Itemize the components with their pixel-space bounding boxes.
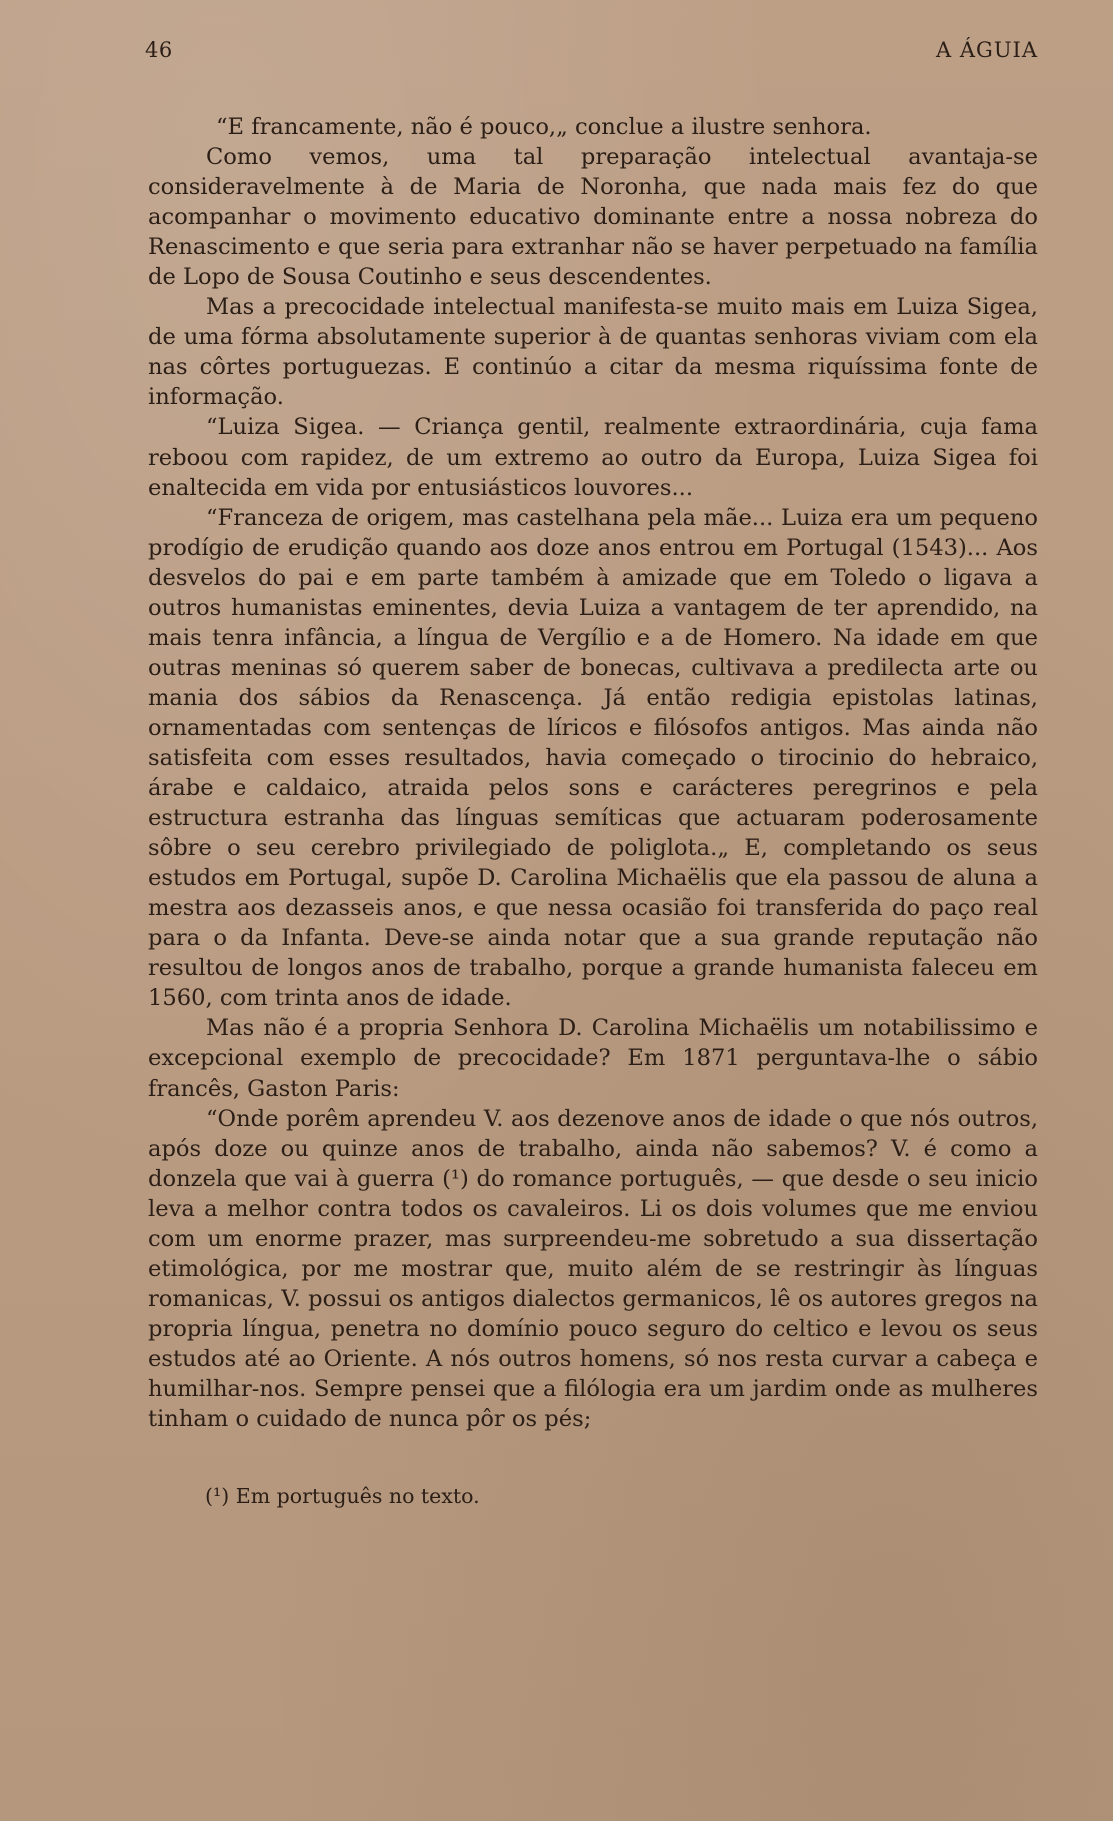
footnote-text: Em português no texto. — [235, 1484, 480, 1508]
footnote-marker: (¹) — [205, 1484, 230, 1508]
running-title: A ÁGUIA — [936, 38, 1038, 62]
paragraph: “Franceza de origem, mas castelhana pela mãe... Luiza era um pequeno prodígio de erudição quando aos doze anos entrou em Portugal (1543)... Aos desvelos do pai e em parte também à amizade que em Toledo o ligava a outros humanistas eminentes, devia Luiza a vantagem de ter aprendido, na mais tenra infância, a língua de Vergílio e a de Homero. Na idade em que outras meninas só querem saber de bonecas, cultivava a predilecta arte ou mania dos sábios da Renascença. Já então redigia epistolas latinas, ornamentadas com sentenças de líricos e filósofos antigos. Mas ainda não satisfeita com esses resultados, havia começado o tirocinio do hebraico, árabe e caldaico, atraida pelos sons e carácteres peregrinos e pela estructura estranha das línguas semíticas que actuaram poderosamente sôbre o seu cerebro privilegiado de poliglota.„ E, completando os seus estudos em Portugal, supõe D. Carolina Michaëlis que ela passou de aluna a mestra aos dezasseis anos, e que nessa ocasião foi transferida do paço real para o da Infanta. Deve-se ainda notar que a sua grande reputação não resultou de longos anos de trabalho, porque a grande humanista faleceu em 1560, com trinta anos de idade. — [148, 504, 1038, 1012]
paragraph: Mas não é a propria Senhora D. Carolina Michaëlis um notabilissimo e excepcional exemplo de precocidade? Em 1871 perguntava-lhe o sábio francês, Gaston Paris: — [148, 1015, 1038, 1102]
footnote — [205, 1482, 905, 1510]
paragraph: Como vemos, uma tal preparação intelectual avantaja-se consideravelmente à de Maria de Noronha, que nada mais fez do que acompanhar o movimento educativo dominante entre a nossa nobreza do Renascimento e que seria para extranhar não se haver perpetuado na família de Lopo de Sousa Coutinho e seus descendentes. — [148, 144, 1038, 291]
paragraph: “Luiza Sigea. — Criança gentil, realmente extraordinária, cuja fama reboou com rapidez, de um extremo ao outro da Europa, Luiza Sigea foi enaltecida em vida por entusiásticos louvores... — [148, 414, 1038, 501]
paragraph: “E francamente, não é pouco,„ conclue a ilustre senhora. — [216, 114, 872, 140]
paragraph: Mas a precocidade intelectual manifesta-se muito mais em Luiza Sigea, de uma fórma absolutamente superior à de quantas senhoras viviam com ela nas côrtes portuguezas. E continúo a citar da mesma riquíssima fonte de informação. — [148, 294, 1038, 411]
paragraph: “Onde porêm aprendeu V. aos dezenove anos de idade o que nós outros, após doze ou quinze anos de trabalho, ainda não sabemos? V. é como a donzela que vai à guerra (¹) do romance português, — que desde o seu inicio leva a melhor contra todos os cavaleiros. Li os dois volumes que me enviou com um enorme prazer, mas surpreendeu-me sobretudo a sua dissertação etimológica, por me mostrar que, muito além de se restringir às línguas romanicas, V. possui os antigos dialectos germanicos, lê os autores gregos na propria língua, penetra no domínio pouco seguro do celtico e levou os seus estudos até ao Oriente. A nós outros homens, só nos resta curvar a cabeça e humilhar-nos. Sempre pensei que a filólogia era um jardim onde as mulheres tinham o cuidado de nunca pôr os pés; — [148, 1105, 1038, 1433]
page-header — [145, 38, 1038, 70]
page-number: 46 — [145, 38, 173, 62]
body-text — [148, 112, 1038, 1434]
